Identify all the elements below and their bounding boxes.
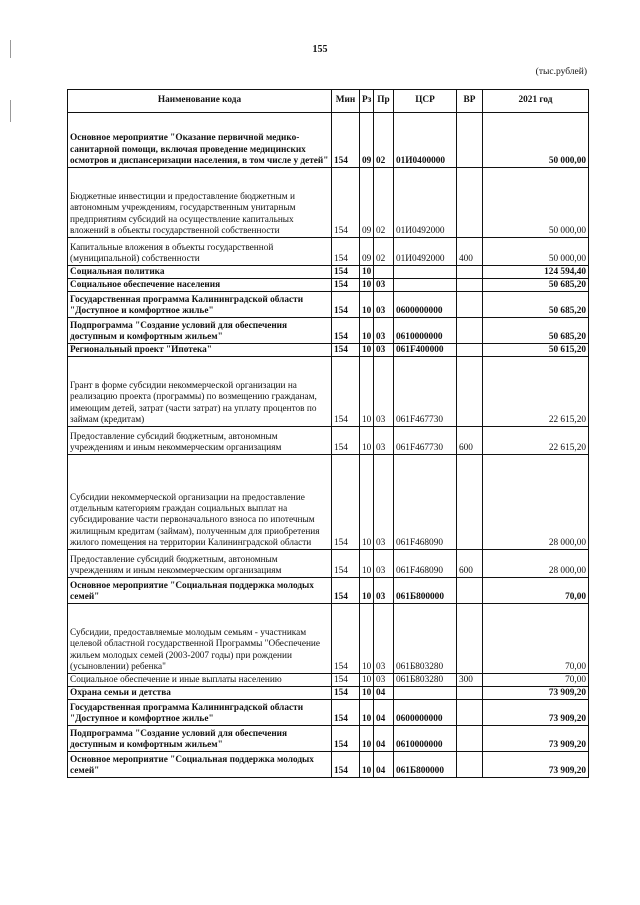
cell-min: 154 (332, 687, 360, 700)
cell-amount: 73 909,20 (483, 726, 589, 752)
header-name: Наименование кода (68, 90, 332, 113)
cell-vr (457, 726, 483, 752)
cell-min: 154 (332, 726, 360, 752)
cell-min: 154 (332, 168, 360, 238)
cell-csr: 061F400000 (394, 344, 457, 357)
cell-vr (457, 687, 483, 700)
header-csr: ЦСР (394, 90, 457, 113)
cell-min: 154 (332, 292, 360, 318)
cell-rz: 10 (360, 674, 374, 687)
cell-name: Региональный проект "Ипотека" (68, 344, 332, 357)
cell-pr: 03 (374, 578, 394, 604)
cell-name: Основное мероприятие "Социальная поддержка молодых семей" (68, 752, 332, 778)
cell-name: Подпрограмма "Создание условий для обеспечения доступным и комфортным жильем" (68, 318, 332, 344)
cell-rz: 10 (360, 427, 374, 455)
cell-min: 154 (332, 279, 360, 292)
cell-csr (394, 266, 457, 279)
cell-rz: 10 (360, 344, 374, 357)
cell-vr (457, 752, 483, 778)
cell-name: Бюджетные инвестиции и предоставление бюджетным и автономным учреждениям, государственным унитарным предприятиям субсидий на осуществление капитальных вложений в объекты государственной собственности (68, 168, 332, 238)
cell-name: Предоставление субсидий бюджетным, автономным учреждениям и иным некоммерческим организациям (68, 427, 332, 455)
cell-pr: 02 (374, 168, 394, 238)
table-body (68, 113, 589, 778)
cell-rz: 10 (360, 700, 374, 726)
cell-csr (394, 687, 457, 700)
cell-csr: 0600000000 (394, 700, 457, 726)
cell-csr: 0600000000 (394, 292, 457, 318)
table-row (68, 238, 589, 266)
table-row (68, 687, 589, 700)
cell-csr: 061Б803280 (394, 604, 457, 674)
cell-vr (457, 700, 483, 726)
table-row (68, 700, 589, 726)
table-row (68, 604, 589, 674)
cell-amount: 22 615,20 (483, 357, 589, 427)
cell-csr: 01И0492000 (394, 238, 457, 266)
cell-pr: 03 (374, 604, 394, 674)
cell-csr: 061F467730 (394, 427, 457, 455)
cell-rz: 10 (360, 726, 374, 752)
header-vr: ВР (457, 90, 483, 113)
cell-pr: 03 (374, 292, 394, 318)
cell-rz: 10 (360, 752, 374, 778)
cell-pr: 03 (374, 427, 394, 455)
cell-pr: 04 (374, 687, 394, 700)
cell-csr: 01И0492000 (394, 168, 457, 238)
cell-csr: 061Б800000 (394, 578, 457, 604)
cell-vr (457, 279, 483, 292)
cell-vr (457, 604, 483, 674)
cell-name: Социальное обеспечение и иные выплаты населению (68, 674, 332, 687)
cell-min: 154 (332, 113, 360, 168)
cell-amount: 50 000,00 (483, 238, 589, 266)
cell-csr: 061Б800000 (394, 752, 457, 778)
budget-table (67, 89, 589, 778)
cell-amount: 28 000,00 (483, 550, 589, 578)
table-row (68, 168, 589, 238)
cell-pr: 03 (374, 357, 394, 427)
cell-name: Грант в форме субсидии некоммерческой организации на реализацию проекта (программы) по возмещению гражданам, имеющим детей, затрат (части затрат) на уплату процентов по займам (кредитам) (68, 357, 332, 427)
cell-csr: 061F467730 (394, 357, 457, 427)
cell-rz: 10 (360, 292, 374, 318)
cell-csr: 0610000000 (394, 318, 457, 344)
cell-vr: 400 (457, 238, 483, 266)
cell-amount: 124 594,40 (483, 266, 589, 279)
cell-name: Государственная программа Калининградской области "Доступное и комфортное жилье" (68, 292, 332, 318)
cell-amount: 70,00 (483, 578, 589, 604)
header-min: Мин (332, 90, 360, 113)
cell-pr: 03 (374, 279, 394, 292)
cell-rz: 10 (360, 318, 374, 344)
cell-min: 154 (332, 318, 360, 344)
cell-pr: 04 (374, 700, 394, 726)
cell-vr (457, 318, 483, 344)
cell-name: Охрана семьи и детства (68, 687, 332, 700)
cell-min: 154 (332, 427, 360, 455)
cell-amount: 70,00 (483, 604, 589, 674)
cell-rz: 10 (360, 604, 374, 674)
cell-csr: 061F468090 (394, 550, 457, 578)
header-year: 2021 год (483, 90, 589, 113)
cell-pr: 03 (374, 455, 394, 550)
cell-name: Социальная политика (68, 266, 332, 279)
cell-vr (457, 266, 483, 279)
cell-min: 154 (332, 752, 360, 778)
cell-amount: 73 909,20 (483, 687, 589, 700)
table-row (68, 752, 589, 778)
cell-pr: 02 (374, 113, 394, 168)
cell-min: 154 (332, 550, 360, 578)
cell-vr (457, 578, 483, 604)
cell-min: 154 (332, 455, 360, 550)
units-label: (тыс.рублей) (535, 67, 587, 77)
cell-vr: 600 (457, 427, 483, 455)
table-row (68, 455, 589, 550)
cell-rz: 09 (360, 113, 374, 168)
table-row (68, 266, 589, 279)
table-row (68, 357, 589, 427)
cell-pr: 02 (374, 238, 394, 266)
cell-amount: 50 685,20 (483, 318, 589, 344)
cell-name: Субсидии, предоставляемые молодым семьям - участникам целевой областной государственной Программы "Обеспечение жильем молодых семей (2003-2007 годы) при рождении (усыновлении) ребенка" (68, 604, 332, 674)
cell-rz: 10 (360, 578, 374, 604)
table-row (68, 427, 589, 455)
cell-name: Основное мероприятие "Социальная поддержка молодых семей" (68, 578, 332, 604)
cell-min: 154 (332, 578, 360, 604)
cell-pr: 04 (374, 752, 394, 778)
table-row (68, 550, 589, 578)
table-row (68, 113, 589, 168)
cell-min: 154 (332, 674, 360, 687)
cell-rz: 09 (360, 168, 374, 238)
cell-pr: 03 (374, 318, 394, 344)
cell-amount: 73 909,20 (483, 752, 589, 778)
cell-amount: 50 685,20 (483, 292, 589, 318)
header-rz: Рз (360, 90, 374, 113)
cell-vr: 300 (457, 674, 483, 687)
cell-rz: 10 (360, 455, 374, 550)
cell-pr: 03 (374, 344, 394, 357)
cell-min: 154 (332, 238, 360, 266)
header-pr: Пр (374, 90, 394, 113)
table-row (68, 726, 589, 752)
table-row (68, 578, 589, 604)
cell-vr (457, 292, 483, 318)
table-row (68, 279, 589, 292)
cell-vr (457, 455, 483, 550)
cell-name: Подпрограмма "Создание условий для обеспечения доступным и комфортным жильем" (68, 726, 332, 752)
cell-amount: 50 000,00 (483, 168, 589, 238)
cell-min: 154 (332, 357, 360, 427)
cell-rz: 09 (360, 238, 374, 266)
cell-name: Предоставление субсидий бюджетным, автономным учреждениям и иным некоммерческим организациям (68, 550, 332, 578)
cell-name: Социальное обеспечение населения (68, 279, 332, 292)
cell-amount: 73 909,20 (483, 700, 589, 726)
cell-amount: 50 685,20 (483, 279, 589, 292)
cell-csr: 01И0400000 (394, 113, 457, 168)
cell-csr: 061F468090 (394, 455, 457, 550)
margin-mark (10, 100, 11, 122)
cell-vr (457, 113, 483, 168)
cell-rz: 10 (360, 357, 374, 427)
table-row (68, 318, 589, 344)
cell-csr: 0610000000 (394, 726, 457, 752)
cell-pr (374, 266, 394, 279)
cell-name: Основное мероприятие "Оказание первичной медико-санитарной помощи, включая проведение медицинских осмотров и диспансеризации населения, в том числе у детей" (68, 113, 332, 168)
table-row (68, 292, 589, 318)
cell-name: Капитальные вложения в объекты государственной (муниципальной) собственности (68, 238, 332, 266)
cell-amount: 50 000,00 (483, 113, 589, 168)
table-header-row (68, 90, 589, 113)
cell-rz: 10 (360, 550, 374, 578)
cell-rz: 10 (360, 687, 374, 700)
cell-vr (457, 357, 483, 427)
cell-rz: 10 (360, 266, 374, 279)
cell-amount: 50 615,20 (483, 344, 589, 357)
cell-csr: 061Б803280 (394, 674, 457, 687)
cell-min: 154 (332, 266, 360, 279)
cell-name: Субсидии некоммерческой организации на предоставление отдельным категориям граждан социальных выплат на субсидирование части первоначального взноса по ипотечным жилищным кредитам (займам), полученным для приобретения жилого помещения на территории Калининградской области (68, 455, 332, 550)
cell-rz: 10 (360, 279, 374, 292)
cell-min: 154 (332, 344, 360, 357)
cell-vr (457, 168, 483, 238)
table-row (68, 674, 589, 687)
cell-min: 154 (332, 700, 360, 726)
cell-vr: 600 (457, 550, 483, 578)
cell-pr: 03 (374, 550, 394, 578)
cell-min: 154 (332, 604, 360, 674)
cell-amount: 28 000,00 (483, 455, 589, 550)
cell-name: Государственная программа Калининградской области "Доступное и комфортное жилье" (68, 700, 332, 726)
table-row (68, 344, 589, 357)
page-number: 155 (312, 44, 328, 55)
cell-vr (457, 344, 483, 357)
cell-amount: 22 615,20 (483, 427, 589, 455)
cell-pr: 03 (374, 674, 394, 687)
cell-csr (394, 279, 457, 292)
cell-pr: 04 (374, 726, 394, 752)
cell-amount: 70,00 (483, 674, 589, 687)
